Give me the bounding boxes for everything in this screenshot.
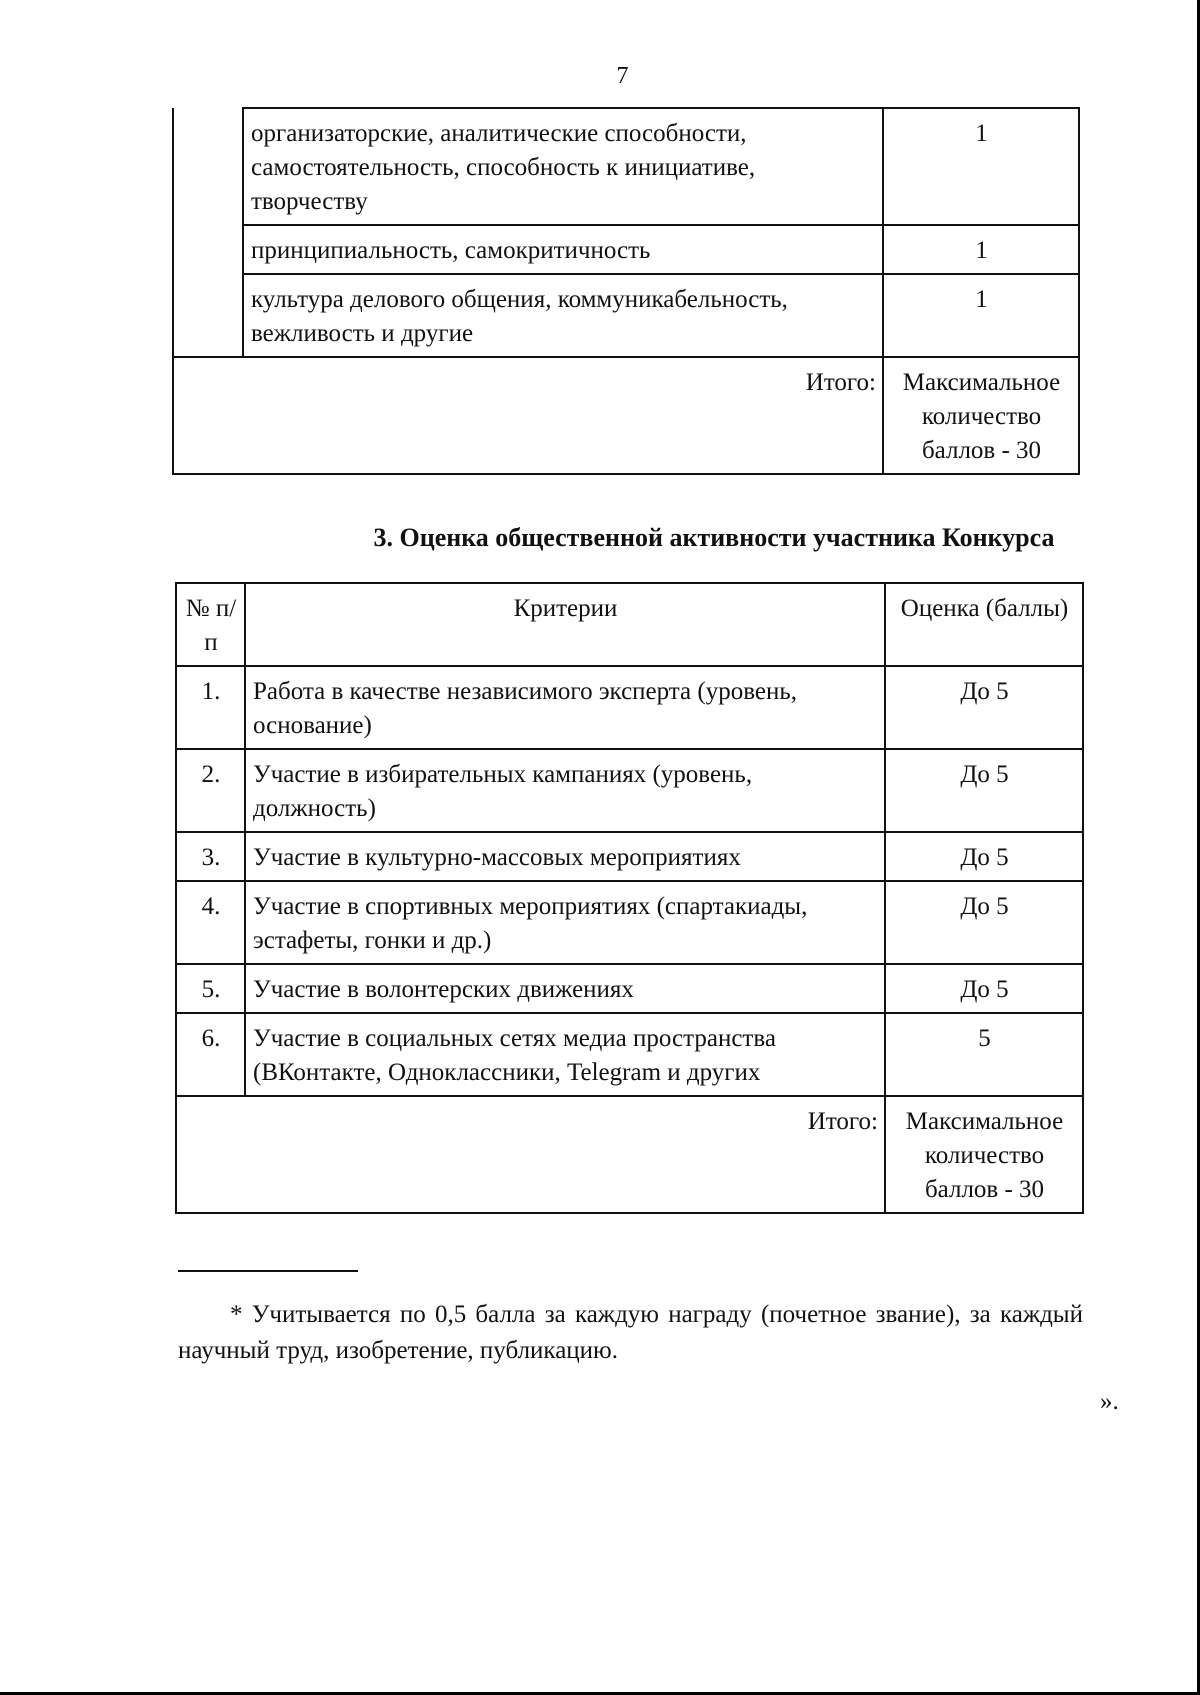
table-row: [176, 832, 1083, 881]
score-cell: 1: [883, 225, 1079, 274]
criterion-cell: Участие в социальных сетях медиа пространства (ВКонтакте, Одноклассники, Telegram и других: [245, 1013, 885, 1096]
criterion-cell: Участие в спортивных мероприятиях (спартакиады, эстафеты, гонки и др.): [245, 881, 885, 964]
score-cell: 5: [885, 1013, 1083, 1096]
total-label: Итого:: [173, 357, 883, 474]
header-row: [176, 583, 1083, 666]
table-row: [176, 881, 1083, 964]
closing-quote: ».: [1100, 1388, 1119, 1415]
table-row: [176, 1013, 1083, 1096]
table-row: [176, 666, 1083, 749]
table-row: [173, 225, 1079, 274]
score-cell: До 5: [885, 881, 1083, 964]
footnote: * Учитывается по 0,5 балла за каждую награду (почетное звание), за каждый научный труд, изобретение, публикацию.: [178, 1301, 1083, 1364]
row-number: 4.: [176, 881, 245, 964]
row-number: 3.: [176, 832, 245, 881]
total-value: Максимальное количество баллов - 30: [883, 357, 1079, 474]
personal-qualities-table-continuation: [172, 107, 1080, 475]
score-cell: До 5: [885, 749, 1083, 832]
criterion-cell: Работа в качестве независимого эксперта (уровень, основание): [245, 666, 885, 749]
total-row: [173, 357, 1079, 474]
score-cell: 1: [883, 108, 1079, 225]
header-number: № п/п: [176, 583, 245, 666]
score-cell: До 5: [885, 832, 1083, 881]
table-row: [176, 749, 1083, 832]
header-criteria: Критерии: [245, 583, 885, 666]
row-number: 5.: [176, 964, 245, 1013]
score-cell: До 5: [885, 964, 1083, 1013]
page-number: 7: [616, 63, 629, 89]
row-number: 1.: [176, 666, 245, 749]
table-row: [173, 108, 1079, 225]
total-value: Максимальное количество баллов - 30: [885, 1096, 1083, 1213]
criterion-cell: Участие в избирательных кампаниях (уровень, должность): [245, 749, 885, 832]
total-row: [176, 1096, 1083, 1213]
criterion-cell: культура делового общения, коммуникабельность, вежливость и другие: [243, 274, 883, 357]
criterion-cell: Участие в волонтерских движениях: [245, 964, 885, 1013]
score-cell: 1: [883, 274, 1079, 357]
total-label: Итого:: [176, 1096, 885, 1213]
criterion-cell: организаторские, аналитические способности, самостоятельность, способность к инициативе, творчеству: [243, 108, 883, 225]
table-row: [173, 274, 1079, 357]
header-score: Оценка (баллы): [885, 583, 1083, 666]
criterion-cell: Участие в культурно-массовых мероприятиях: [245, 832, 885, 881]
row-number: 6.: [176, 1013, 245, 1096]
public-activity-table: [175, 582, 1084, 1214]
criterion-cell: принципиальность, самокритичность: [243, 225, 883, 274]
blank-number-cell: [173, 108, 243, 357]
score-cell: До 5: [885, 666, 1083, 749]
row-number: 2.: [176, 749, 245, 832]
section-title: 3. Оценка общественной активности участника Конкурса: [373, 523, 1055, 552]
table-row: [176, 964, 1083, 1013]
footnote-divider: [178, 1270, 358, 1272]
